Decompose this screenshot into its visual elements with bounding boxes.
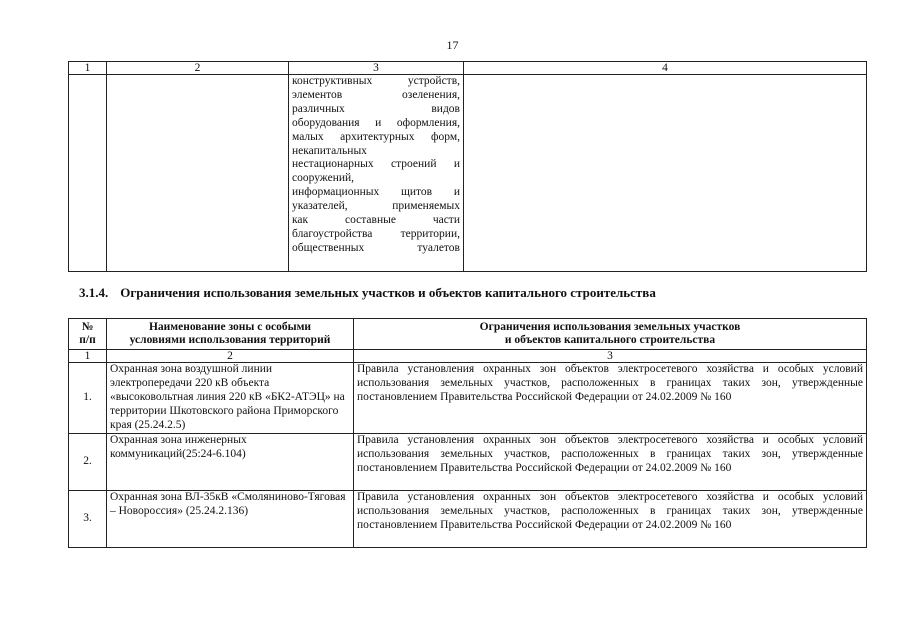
table-row bbox=[69, 434, 867, 491]
restriction-text: Правила установления охранных зон объектов электросетевого хозяйства и особых условий использования земельных участков, расположенных в границах таких зон, утвержденные постановлением Правительства Российской Федерации от 24.02.2009 № 160 bbox=[354, 363, 867, 434]
column-number: 1 bbox=[69, 62, 107, 75]
column-number-row bbox=[69, 350, 867, 363]
row-number-text: 3. bbox=[83, 512, 92, 525]
row-number bbox=[69, 491, 107, 548]
section-heading bbox=[79, 285, 656, 301]
table-cell bbox=[69, 75, 107, 272]
row-number-text: 2. bbox=[83, 455, 92, 468]
continuation-table bbox=[68, 61, 867, 272]
header-restrictions bbox=[354, 319, 867, 350]
column-number: 2 bbox=[107, 62, 289, 75]
row-number bbox=[69, 434, 107, 491]
cell-line: малых архитектурных форм, bbox=[292, 130, 460, 143]
header-num bbox=[69, 319, 107, 350]
section-number: 3.1.4. bbox=[79, 285, 109, 300]
cell-line: конструктивных устройств, bbox=[292, 75, 460, 87]
column-number: 2 bbox=[107, 350, 354, 363]
header-zone-line2: условиями использования территорий bbox=[129, 334, 331, 346]
header-zone bbox=[107, 319, 354, 350]
cell-line: благоустройства территории, bbox=[292, 227, 460, 240]
table-row bbox=[69, 363, 867, 434]
column-number: 3 bbox=[289, 62, 464, 75]
cell-line: общественных туалетов bbox=[292, 241, 460, 254]
header-row bbox=[69, 319, 867, 350]
cell-line: различных видов bbox=[292, 102, 460, 115]
restriction-text: Правила установления охранных зон объектов электросетевого хозяйства и особых условий использования земельных участков, расположенных в границах таких зон, утвержденные постановлением Правительства Российской Федерации от 24.02.2009 № 160 bbox=[354, 491, 867, 548]
row-number bbox=[69, 363, 107, 434]
table-cell bbox=[464, 75, 867, 272]
header-num-line1: № bbox=[81, 321, 94, 333]
zone-name: Охранная зона ВЛ-35кВ «Смоляниново-Тяговая – Новороссия» (25.24.2.136) bbox=[107, 491, 354, 548]
header-num-line2: п/п bbox=[79, 334, 96, 346]
table-row bbox=[69, 75, 867, 272]
column-number: 1 bbox=[69, 350, 107, 363]
row-number-text: 1. bbox=[83, 391, 92, 404]
cell-line: нестационарных строений и bbox=[292, 158, 460, 171]
cell-line: оборудования и оформления, bbox=[292, 116, 460, 129]
cell-text bbox=[292, 75, 460, 256]
cell-line: элементов озеленения, bbox=[292, 88, 460, 101]
page-number: 17 bbox=[446, 38, 459, 52]
table-cell bbox=[289, 75, 464, 272]
zone-name: Охранная зона воздушной линии электропередачи 220 кВ объекта «высоковольтная линия 220 кВ «БК2-АТЭЦ» на территории Шкотовского района Приморского края (25.24.2.5) bbox=[107, 363, 354, 434]
header-zone-line1: Наименование зоны с особыми bbox=[148, 321, 312, 333]
column-number: 3 bbox=[354, 350, 867, 363]
cell-line: информационных щитов и bbox=[292, 186, 460, 199]
header-restr-line2: и объектов капитального строительства bbox=[504, 334, 716, 346]
cell-line: сооружений, bbox=[292, 172, 355, 185]
cell-line: некапитальных bbox=[292, 144, 367, 157]
column-number: 4 bbox=[464, 62, 867, 75]
section-title: Ограничения использования земельных участков и объектов капитального строительства bbox=[120, 285, 656, 300]
cell-line: указателей, применяемых bbox=[292, 200, 460, 213]
restriction-text: Правила установления охранных зон объектов электросетевого хозяйства и особых условий использования земельных участков, расположенных в границах таких зон, утвержденные постановлением Правительства Российской Федерации от 24.02.2009 № 160 bbox=[354, 434, 867, 491]
table-cell bbox=[107, 75, 289, 272]
zone-name: Охранная зона инженерных коммуникаций(25:24-6.104) bbox=[107, 434, 354, 491]
restrictions-table bbox=[68, 318, 867, 548]
column-number-row bbox=[69, 62, 867, 75]
cell-line: как составные части bbox=[292, 214, 460, 227]
table-row bbox=[69, 491, 867, 548]
header-restr-line1: Ограничения использования земельных участков bbox=[479, 321, 741, 333]
